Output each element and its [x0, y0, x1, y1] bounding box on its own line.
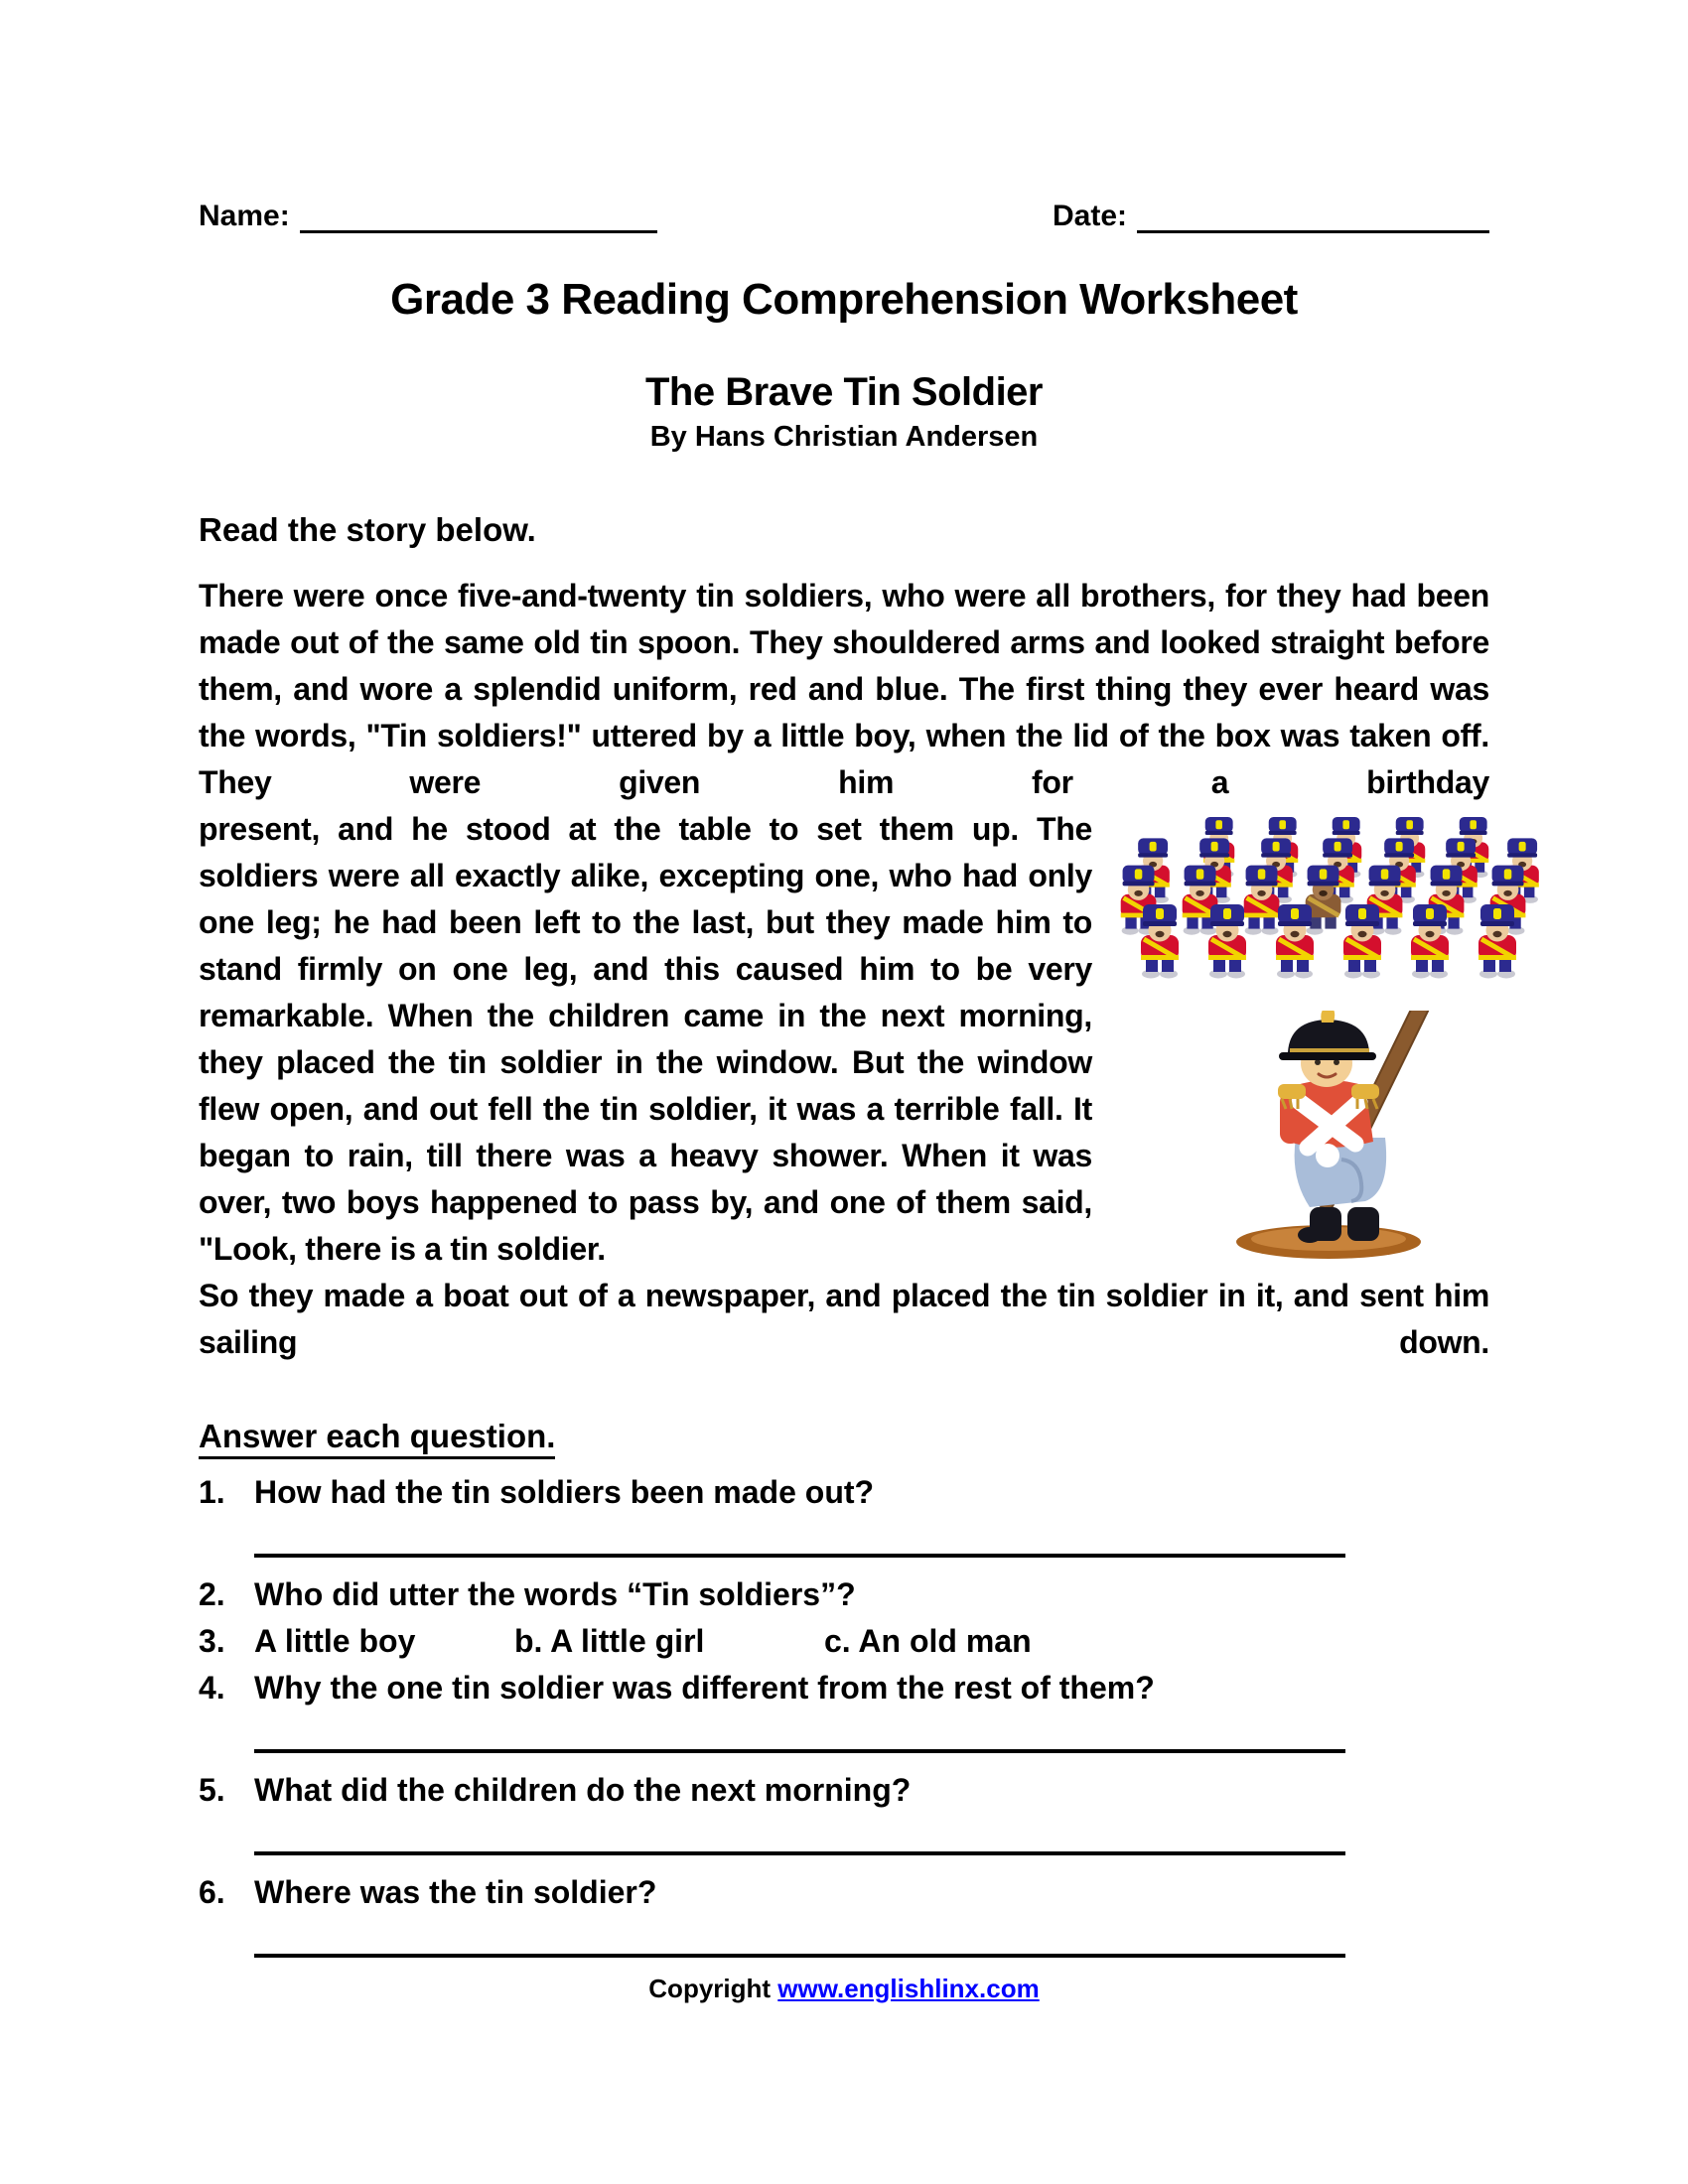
- story-text-part2: present, and he stood at the table to set them up. The soldiers were all exactly alike, excepting one, who had only one leg; he had been left to the last, but they made him to stand firmly on one leg, and this caused him to be very remarkable. When the children came in the next morning, they placed the tin soldier in the window. But the window flew open, and out fell the tin soldier, it was a terrible fall. It began to rain, till there was a heavy shower. When it was over, two boys happened to pass by, and one of them said, "Look, there is a tin soldier.: [199, 811, 1092, 1267]
- question-6-number: 6.: [199, 1874, 225, 1910]
- story-body: [199, 573, 1489, 1366]
- question-1: [199, 1469, 1489, 1516]
- copyright-link[interactable]: www.englishlinx.com: [777, 1974, 1040, 2003]
- story-title: The Brave Tin Soldier: [645, 370, 1043, 414]
- questions-header: Answer each question.: [199, 1418, 1489, 1455]
- question-4: [199, 1665, 1489, 1711]
- date-label: Date:: [1052, 200, 1127, 232]
- page-title: Grade 3 Reading Comprehension Worksheet: [390, 275, 1298, 324]
- question-3: [199, 1618, 1489, 1665]
- question-6: [199, 1869, 1489, 1916]
- name-blank-field[interactable]: [300, 197, 657, 233]
- question-4-text: Why the one tin soldier was different from the rest of them?: [254, 1670, 1155, 1706]
- read-instruction: Read the story below.: [199, 511, 536, 548]
- question-3-number: 3.: [199, 1623, 225, 1659]
- answer-blank-3[interactable]: [254, 1851, 1345, 1855]
- story-byline: By Hans Christian Andersen: [649, 421, 1039, 453]
- question-6-text: Where was the tin soldier?: [254, 1874, 657, 1910]
- tin-soldier-image: [1224, 1011, 1438, 1264]
- question-3-options: [254, 1618, 1489, 1665]
- question-3-option-b[interactable]: b. A little girl: [514, 1623, 705, 1659]
- question-1-number: 1.: [199, 1474, 225, 1510]
- answer-blank-2[interactable]: [254, 1749, 1345, 1753]
- question-2-text: Who did utter the words “Tin soldiers”?: [254, 1576, 856, 1612]
- question-1-text: How had the tin soldiers been made out?: [254, 1474, 875, 1510]
- question-3-option-c[interactable]: c. An old man: [824, 1623, 1032, 1659]
- question-2-number: 2.: [199, 1576, 225, 1612]
- question-2: [199, 1571, 1489, 1618]
- copyright-line: [199, 1974, 1489, 2004]
- story-paragraph-1: There were once five-and-twenty tin soldiers, who were all brothers, for they had been made out of the same old tin spoon. They shouldered arms and looked straight before them, and wore a splendid uniform, red and blue. The first thing they ever heard was the words, "Tin soldiers!" uttered by a little boy, when the lid of the box was taken off. They were given him for a birthday: [199, 578, 1489, 800]
- name-date-row: [199, 0, 1489, 233]
- question-4-number: 4.: [199, 1670, 225, 1706]
- name-label: Name:: [199, 200, 290, 232]
- story-paragraph-2: [199, 806, 1489, 1273]
- question-3-option-a[interactable]: A little boy: [254, 1623, 416, 1659]
- question-5-text: What did the children do the next morning?: [254, 1772, 912, 1808]
- story-paragraph-3: So they made a boat out of a newspaper, and placed the tin soldier in it, and sent him sailing down.: [199, 1278, 1489, 1360]
- date-blank-field[interactable]: [1137, 197, 1489, 233]
- answer-blank-4[interactable]: [254, 1954, 1345, 1958]
- date-block: [1053, 197, 1489, 233]
- copyright-label: Copyright: [648, 1974, 772, 2003]
- question-5-number: 5.: [199, 1772, 225, 1808]
- question-5: [199, 1767, 1489, 1814]
- answer-blank-1[interactable]: [254, 1554, 1345, 1558]
- name-block: [199, 197, 657, 233]
- story-illustrations: [1112, 810, 1549, 1264]
- tin-soldiers-group-image: [1112, 810, 1549, 1009]
